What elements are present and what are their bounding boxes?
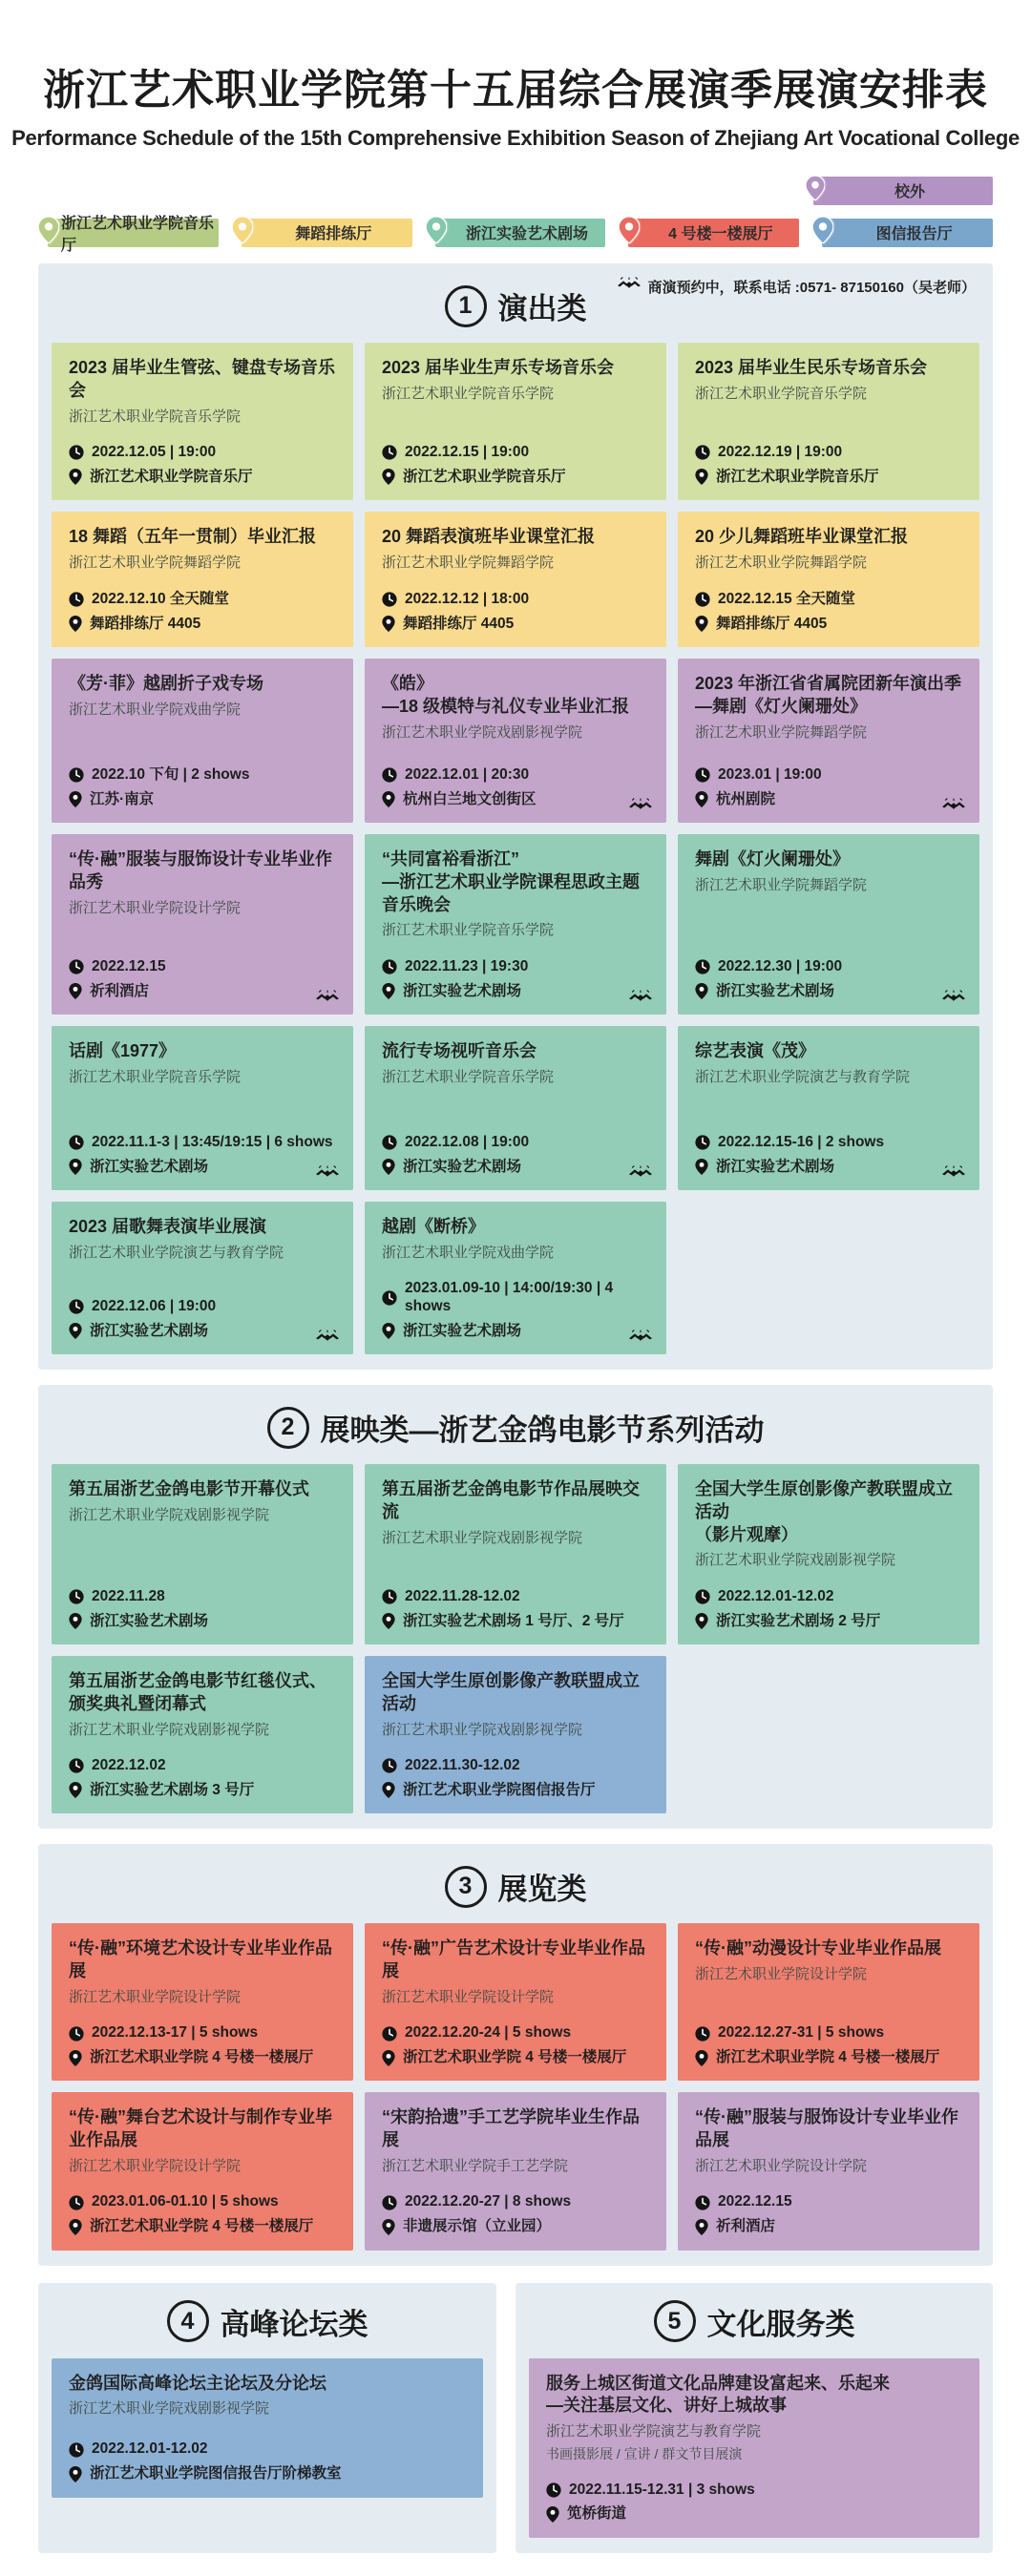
event-time: 2022.12.15 全天随堂: [718, 591, 855, 607]
event-venue: 浙江艺术职业学院 4 号楼一楼展厅: [716, 2048, 940, 2065]
event-venue: 杭州剧院: [716, 790, 776, 807]
event-card: [365, 834, 666, 1015]
event-organizer: 浙江艺术职业学院戏剧影视学院: [382, 723, 583, 741]
event-time: 2022.11.1-3 | 13:45/19:15 | 6 shows: [92, 1133, 333, 1150]
event-time: 2022.12.15 | 19:00: [405, 444, 530, 460]
event-venue: 江苏·南京: [90, 790, 155, 807]
event-card: [52, 2092, 353, 2250]
event-formats: 书画摄影展 / 宣讲 / 群文节目展演: [546, 2445, 743, 2461]
location-pin-icon: [382, 2050, 395, 2066]
location-pin-icon: [69, 1613, 82, 1629]
section-number: 1: [445, 285, 487, 327]
clock-icon: [382, 1290, 397, 1306]
event-venue: 浙江实验艺术剧场 1 号厅、2 号厅: [403, 1612, 624, 1629]
event-title: —关注基层文化、讲好上城故事: [546, 2396, 787, 2416]
legend-label: 4 号楼一楼展厅: [628, 219, 799, 247]
event-venue: 杭州白兰地文创街区: [403, 790, 537, 807]
event-title: —18 级模特与礼仪专业毕业汇报: [382, 696, 630, 716]
event-title: “共同富裕看浙江”: [382, 849, 519, 869]
event-venue: 浙江实验艺术剧场: [716, 982, 835, 999]
event-card: [52, 1202, 353, 1354]
event-time: 2023.01.09-10 | 14:00/19:30 | 4 shows: [405, 1280, 614, 1314]
location-pin-icon: [69, 2050, 82, 2066]
location-pin-icon: [695, 983, 708, 999]
event-time: 2022.11.30-12.02: [405, 1757, 520, 1774]
event-title: “传·融”广告艺术设计专业毕业作品展: [382, 1938, 645, 1981]
clock-icon: [69, 1589, 84, 1604]
clock-icon: [382, 2195, 397, 2210]
handshake-icon: [315, 990, 340, 1006]
event-venue: 浙江艺术职业学院音乐厅: [716, 468, 879, 485]
event-venue: 舞蹈排练厅 4405: [716, 615, 828, 632]
event-organizer: 浙江艺术职业学院手工艺学院: [382, 2157, 569, 2174]
event-card: [365, 1656, 666, 1813]
clock-icon: [382, 445, 397, 460]
event-title: 颁奖典礼暨闭幕式: [69, 1693, 206, 1713]
event-title: 2023 届毕业生声乐专场音乐会: [382, 358, 615, 377]
event-card: [365, 1202, 666, 1354]
section-title: 文化服务类: [706, 2307, 855, 2341]
page-title: 浙江艺术职业学院第十五届综合展演季展演安排表: [43, 67, 988, 114]
location-pin-icon: [69, 2466, 82, 2482]
event-time: 2022.12.06 | 19:00: [92, 1297, 217, 1314]
event-venue: 浙江艺术职业学院 4 号楼一楼展厅: [90, 2048, 314, 2065]
clock-icon: [69, 1758, 84, 1773]
location-pin-icon: [69, 791, 82, 807]
section-exhibition: [38, 1844, 993, 2265]
event-venue: 浙江实验艺术剧场: [90, 1158, 209, 1175]
event-organizer: 浙江艺术职业学院音乐学院: [69, 408, 242, 425]
event-title: 《芳·菲》越剧折子戏专场: [69, 674, 263, 694]
event-title: 《皓》: [382, 674, 433, 694]
location-pin-icon: [382, 616, 395, 632]
clock-icon: [695, 959, 710, 974]
event-title: 综艺表演《茂》: [695, 1041, 815, 1061]
clock-icon: [695, 1589, 710, 1604]
location-pin-icon: [695, 2219, 708, 2235]
handshake-icon: [628, 1330, 653, 1346]
section-header: [52, 1865, 979, 1908]
event-organizer: 浙江艺术职业学院戏剧影视学院: [695, 1552, 896, 1569]
section-performance: [38, 263, 993, 1370]
event-time: 2022.12.20-24 | 5 shows: [405, 2024, 572, 2042]
event-organizer: 浙江艺术职业学院戏剧影视学院: [69, 1506, 270, 1523]
location-pin-icon: [695, 2050, 708, 2066]
event-organizer: 浙江艺术职业学院音乐学院: [69, 1068, 242, 1085]
event-time: 2022.12.27-31 | 5 shows: [718, 2024, 885, 2042]
event-card: [52, 834, 353, 1015]
map-pin-icon: [232, 217, 253, 248]
event-title: “传·融”动漫设计专业毕业作品展: [695, 1938, 941, 1958]
section-number: 2: [267, 1407, 309, 1449]
event-time: 2022.12.12 | 18:00: [405, 591, 530, 607]
event-card: [365, 343, 666, 500]
event-card: [52, 512, 353, 647]
section-number: 4: [167, 2300, 209, 2342]
event-venue: 舞蹈排练厅 4405: [403, 615, 515, 632]
clock-icon: [695, 2026, 710, 2042]
event-card: [52, 2358, 483, 2498]
event-organizer: 浙江艺术职业学院音乐学院: [382, 1068, 555, 1085]
clock-icon: [695, 2195, 710, 2210]
event-organizer: 浙江艺术职业学院演艺与教育学院: [546, 2423, 762, 2440]
event-title: 流行专场视听音乐会: [382, 1041, 537, 1061]
section-cultural-service: [516, 2283, 993, 2553]
event-time: 2022.12.05 | 19:00: [92, 444, 217, 460]
event-card: [678, 512, 979, 647]
location-pin-icon: [695, 791, 708, 807]
clock-icon: [69, 1135, 84, 1150]
event-card: [678, 2092, 979, 2250]
event-venue: 浙江实验艺术剧场: [403, 1322, 522, 1339]
event-card: [678, 1464, 979, 1644]
event-time: 2022.12.15-16 | 2 shows: [718, 1133, 885, 1150]
event-organizer: 浙江艺术职业学院戏剧影视学院: [382, 1721, 583, 1738]
event-organizer: 浙江艺术职业学院舞蹈学院: [69, 554, 242, 571]
location-pin-icon: [382, 791, 395, 807]
event-card: [678, 1026, 979, 1190]
event-organizer: 浙江艺术职业学院戏曲学院: [69, 701, 242, 718]
location-pin-icon: [546, 2506, 559, 2523]
event-title: “传·融”环境艺术设计专业毕业作品展: [69, 1938, 332, 1981]
location-pin-icon: [382, 1613, 395, 1629]
handshake-icon: [315, 1165, 340, 1182]
clock-icon: [382, 1135, 397, 1150]
event-time: 2022.11.15-12.31 | 3 shows: [569, 2481, 755, 2498]
map-pin-icon: [38, 217, 59, 248]
event-time: 2022.11.28-12.02: [405, 1587, 520, 1604]
legend-item-venue: [619, 217, 799, 248]
handshake-icon: [941, 798, 966, 814]
location-pin-icon: [69, 983, 82, 999]
event-organizer: 浙江艺术职业学院音乐学院: [382, 922, 555, 939]
venue-legend: [38, 215, 993, 254]
event-title: —浙江艺术职业学院课程思政主题音乐晚会: [382, 871, 640, 914]
section-header: [52, 1406, 979, 1449]
handshake-icon: [628, 990, 653, 1006]
clock-icon: [382, 2026, 397, 2042]
event-title: 全国大学生原创影像产教联盟成立活动: [695, 1479, 953, 1521]
event-venue: 浙江艺术职业学院音乐厅: [403, 468, 566, 485]
clock-icon: [382, 1589, 397, 1604]
event-card: [52, 1656, 353, 1813]
location-pin-icon: [69, 469, 82, 485]
event-venue: 浙江实验艺术剧场 2 号厅: [716, 1612, 881, 1629]
event-title: 越剧《断桥》: [382, 1217, 485, 1237]
event-organizer: 浙江艺术职业学院设计学院: [69, 899, 242, 916]
event-title: “传·融”舞台艺术设计与制作专业毕业作品展: [69, 2107, 332, 2150]
event-venue: 浙江实验艺术剧场: [716, 1158, 835, 1175]
event-time: 2022.12.20-27 | 8 shows: [405, 2193, 572, 2210]
page-subtitle: Performance Schedule of the 15th Comprehensive Exhibition Season of Zhejiang Art Vocational College: [11, 126, 1020, 150]
section-title: 演出类: [497, 292, 587, 325]
booking-note: [617, 277, 976, 297]
event-title: 第五届浙艺金鸽电影节红毯仪式、: [69, 1671, 326, 1691]
clock-icon: [382, 767, 397, 783]
event-time: 2022.12.19 | 19:00: [718, 444, 843, 460]
clock-icon: [382, 1758, 397, 1773]
event-organizer: 浙江艺术职业学院戏剧影视学院: [69, 2400, 270, 2418]
event-venue: 浙江艺术职业学院 4 号楼一楼展厅: [403, 2048, 627, 2065]
section-title: 展览类: [497, 1873, 587, 1907]
event-organizer: 浙江艺术职业学院设计学院: [69, 1988, 242, 2005]
event-venue: 浙江实验艺术剧场: [90, 1322, 209, 1339]
event-title: “传·融”服装与服饰设计专业毕业作品展: [695, 2107, 958, 2150]
clock-icon: [69, 1299, 84, 1314]
section-forum: [38, 2283, 496, 2553]
map-pin-icon: [619, 217, 640, 248]
clock-icon: [695, 767, 710, 783]
event-venue: 祈利酒店: [716, 2218, 776, 2235]
section-number: 5: [654, 2300, 696, 2342]
handshake-icon: [628, 1165, 653, 1182]
event-venue: 浙江实验艺术剧场 3 号厅: [90, 1781, 255, 1798]
event-organizer: 浙江艺术职业学院音乐学院: [695, 385, 868, 402]
event-title: 服务上城区街道文化品牌建设富起来、乐起来: [546, 2373, 890, 2393]
event-title: 2023 届歌舞表演毕业展演: [69, 1217, 267, 1237]
event-time: 2022.12.01-12.02: [92, 2440, 208, 2458]
location-pin-icon: [382, 1323, 395, 1339]
location-pin-icon: [382, 469, 395, 485]
event-venue: 祈利酒店: [90, 982, 150, 999]
event-organizer: 浙江艺术职业学院舞蹈学院: [695, 876, 868, 893]
event-venue: 浙江艺术职业学院音乐厅: [90, 468, 253, 485]
clock-icon: [69, 445, 84, 460]
map-pin-icon: [426, 217, 447, 248]
location-pin-icon: [382, 1782, 395, 1798]
legend-label: 图信报告厅: [822, 219, 993, 247]
handshake-icon: [315, 1330, 340, 1346]
event-venue: 浙江艺术职业学院图信报告厅阶梯教室: [90, 2465, 342, 2482]
event-time: 2022.12.01 | 20:30: [405, 766, 530, 783]
event-card: [365, 512, 666, 647]
event-organizer: 浙江艺术职业学院戏曲学院: [382, 1244, 555, 1261]
location-pin-icon: [69, 1323, 82, 1339]
event-card: [52, 1026, 353, 1190]
booking-note-text: 商演预约中，联系电话 :0571- 87150160（吴老师）: [647, 280, 976, 296]
map-pin-icon: [806, 176, 825, 205]
legend-item-venue: [426, 217, 606, 248]
clock-icon: [546, 2482, 561, 2498]
event-card: [365, 1923, 666, 2081]
event-venue: 浙江实验艺术剧场: [90, 1612, 209, 1629]
handshake-icon: [941, 1165, 966, 1182]
event-time: 2022.12.13-17 | 5 shows: [92, 2024, 259, 2042]
event-time: 2022.10 下旬 | 2 shows: [92, 766, 250, 783]
event-time: 2022.12.08 | 19:00: [405, 1133, 530, 1150]
event-title: 舞剧《灯火阑珊处》: [695, 849, 850, 869]
clock-icon: [69, 767, 84, 783]
section-header: [529, 2300, 979, 2343]
event-title: （影片观摩）: [695, 1524, 798, 1544]
clock-icon: [69, 2195, 84, 2210]
event-title: “传·融”服装与服饰设计专业毕业作品秀: [69, 849, 332, 891]
location-pin-icon: [69, 1782, 82, 1798]
event-organizer: 浙江艺术职业学院舞蹈学院: [695, 554, 868, 571]
event-organizer: 浙江艺术职业学院设计学院: [695, 2157, 868, 2174]
handshake-icon: [941, 990, 966, 1006]
event-venue: 笕桥街道: [567, 2505, 627, 2523]
section-header: [52, 2300, 483, 2343]
event-organizer: 浙江艺术职业学院演艺与教育学院: [695, 1068, 911, 1085]
section-title: 高峰论坛类: [220, 2307, 368, 2341]
event-title: —舞剧《灯火阑珊处》: [695, 696, 867, 716]
location-pin-icon: [382, 2219, 395, 2235]
event-time: 2022.12.15: [718, 2193, 792, 2210]
clock-icon: [695, 592, 710, 607]
event-card: [365, 659, 666, 823]
clock-icon: [69, 2026, 84, 2042]
legend-label: 浙江艺术职业学院音乐厅: [48, 219, 219, 247]
location-pin-icon: [695, 469, 708, 485]
event-title: 20 少儿舞蹈班毕业课堂汇报: [695, 527, 909, 547]
location-pin-icon: [382, 1159, 395, 1175]
clock-icon: [382, 592, 397, 607]
event-card: [678, 834, 979, 1015]
event-title: 全国大学生原创影像产教联盟成立活动: [382, 1671, 640, 1713]
event-organizer: 浙江艺术职业学院演艺与教育学院: [69, 1244, 284, 1261]
section-screening: [38, 1385, 993, 1829]
event-card: [52, 1923, 353, 2081]
clock-icon: [69, 592, 84, 607]
event-card: [52, 343, 353, 500]
event-title: 20 舞蹈表演班毕业课堂汇报: [382, 527, 596, 547]
clock-icon: [382, 959, 397, 974]
clock-icon: [69, 2442, 84, 2458]
event-card: [365, 2092, 666, 2250]
event-card: [52, 659, 353, 823]
legend-item-venue: [232, 217, 412, 248]
event-time: 2022.12.02: [92, 1757, 166, 1774]
event-card: [52, 1464, 353, 1644]
event-time: 2022.12.10 全天随堂: [92, 591, 229, 607]
clock-icon: [69, 959, 84, 974]
location-pin-icon: [69, 1159, 82, 1175]
event-time: 2022.12.30 | 19:00: [718, 957, 843, 974]
event-organizer: 浙江艺术职业学院戏剧影视学院: [69, 1721, 270, 1738]
event-time: 2022.11.23 | 19:30: [405, 957, 529, 974]
legend-item-venue: [812, 217, 993, 248]
event-title: 2023 届毕业生管弦、键盘专场音乐会: [69, 358, 336, 400]
event-organizer: 浙江艺术职业学院舞蹈学院: [695, 723, 868, 741]
event-venue: 浙江艺术职业学院 4 号楼一楼展厅: [90, 2218, 314, 2235]
event-title: 第五届浙艺金鸽电影节开幕仪式: [69, 1479, 309, 1499]
event-title: 2023 届毕业生民乐专场音乐会: [695, 358, 928, 377]
event-title: “宋韵拾遗”手工艺学院毕业生作品展: [382, 2107, 640, 2150]
event-venue: 浙江艺术职业学院图信报告厅: [403, 1781, 596, 1798]
event-venue: 浙江实验艺术剧场: [403, 982, 522, 999]
event-organizer: 浙江艺术职业学院设计学院: [69, 2157, 242, 2174]
event-organizer: 浙江艺术职业学院设计学院: [382, 1988, 555, 2005]
event-organizer: 浙江艺术职业学院戏剧影视学院: [382, 1529, 583, 1546]
event-title: 2023 年浙江省省属院团新年演出季: [695, 674, 962, 694]
event-organizer: 浙江艺术职业学院音乐学院: [382, 385, 555, 402]
event-title: 金鸽国际高峰论坛主论坛及分论坛: [69, 2373, 326, 2393]
legend-label: 校外: [813, 177, 993, 205]
event-time: 2022.12.01-12.02: [718, 1587, 834, 1604]
event-card: [678, 659, 979, 823]
event-title: 18 舞蹈（五年一贯制）毕业汇报: [69, 527, 317, 547]
event-card: [365, 1026, 666, 1190]
location-pin-icon: [69, 2219, 82, 2235]
location-pin-icon: [695, 1159, 708, 1175]
location-pin-icon: [695, 616, 708, 632]
handshake-icon: [617, 277, 642, 297]
legend-label: 舞蹈排练厅: [242, 219, 412, 247]
location-pin-icon: [382, 983, 395, 999]
event-title: 话剧《1977》: [69, 1041, 177, 1061]
event-time: 2023.01 | 19:00: [718, 766, 822, 783]
event-card: [529, 2358, 979, 2538]
event-venue: 浙江实验艺术剧场: [403, 1158, 522, 1175]
legend-label: 浙江实验艺术剧场: [435, 219, 606, 247]
legend-item-venue: [38, 215, 219, 254]
clock-icon: [695, 445, 710, 460]
event-title: 第五届浙艺金鸽电影节作品展映交流: [382, 1479, 640, 1521]
handshake-icon: [628, 798, 653, 814]
event-organizer: 浙江艺术职业学院舞蹈学院: [382, 554, 555, 571]
event-card: [678, 343, 979, 500]
event-venue: 舞蹈排练厅 4405: [90, 615, 201, 632]
section-number: 3: [445, 1866, 487, 1908]
event-venue: 非遗展示馆（立业园）: [403, 2218, 552, 2235]
legend-item-offcampus: [806, 176, 993, 205]
event-card: [678, 1923, 979, 2081]
location-pin-icon: [695, 1613, 708, 1629]
event-card: [365, 1464, 666, 1644]
event-time: 2022.12.15: [92, 957, 166, 974]
event-organizer: 浙江艺术职业学院设计学院: [695, 1966, 868, 1983]
event-time: 2022.11.28: [92, 1587, 165, 1604]
event-time: 2023.01.06-01.10 | 5 shows: [92, 2193, 279, 2210]
section-title: 展映类—浙艺金鸽电影节系列活动: [320, 1414, 765, 1448]
map-pin-icon: [812, 217, 833, 248]
location-pin-icon: [69, 616, 82, 632]
clock-icon: [695, 1135, 710, 1150]
